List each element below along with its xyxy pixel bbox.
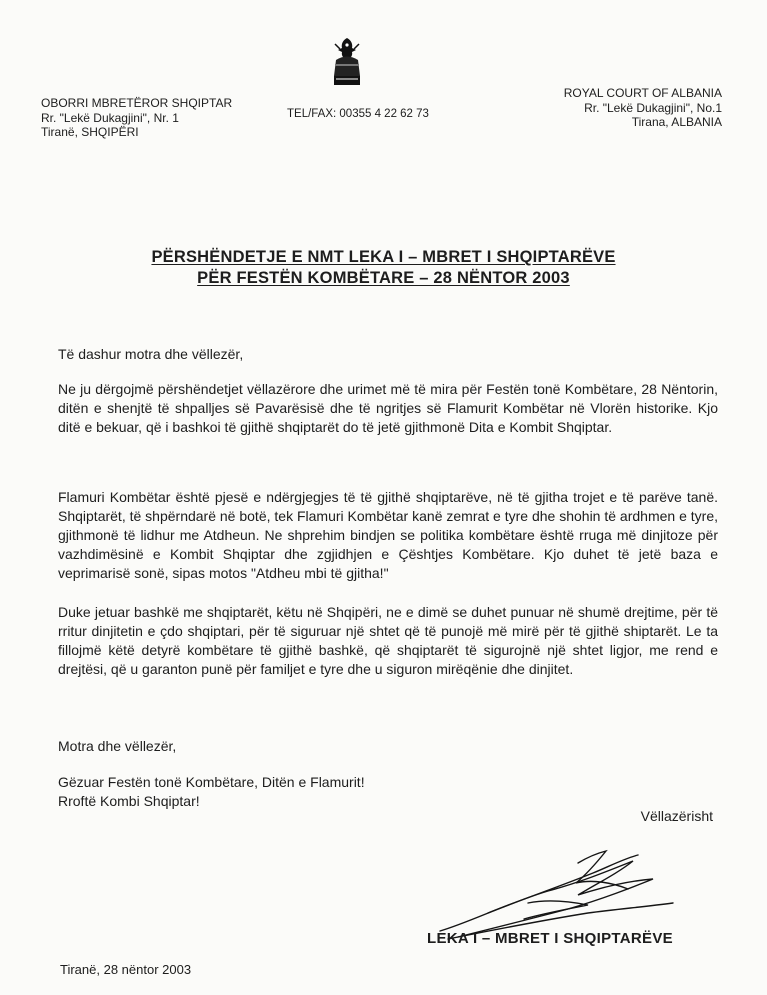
closing-cheers: [58, 773, 718, 811]
cheer-line-1: Gëzuar Festën tonë Kombëtare, Ditën e Flamurit!: [58, 774, 365, 790]
header-right-line1: ROYAL COURT OF ALBANIA: [563, 86, 722, 100]
paragraph-2: Flamuri Kombëtar është pjesë e ndërgjegjes të të gjithë shqiptarëve, në të gjitha trojet e të parëve tanë. Shqiptarët, të shpërndarë në botë, tek Flamuri Kombëtar kanë zemrat e tyre dhe shohin të ardhmen e tyre, gjithmonë të lidhur me Atdheun. Ne shprehim bindjen se politika kombëtare është rruga më dinjitoze për vazhdimësinë e Kombit Shqiptar dhe zgjidhjen e Çështjes Kombëtare. Kjo duhet të jetë baza e veprimarisë sonë, sipas motos "Atdheu mbi të gjitha!": [58, 489, 718, 581]
header-telfax: [287, 107, 429, 122]
place-and-date: Tiranë, 28 nëntor 2003: [60, 962, 192, 977]
greeting: Të dashur motra dhe vëllezër,: [58, 346, 244, 362]
title-line2: PËR FESTËN KOMBËTARE – 28 NËNTOR 2003: [197, 269, 570, 287]
paragraph-3: Duke jetuar bashkë me shqiptarët, këtu në Shqipëri, ne e dimë se duhet punuar në shumë drejtime, për të rritur dinjitetin e çdo shqiptari, për të siguruar një shtet që të punojë më mirë për të gjithë shiptarët. Le ta fillojmë këtë detyrë kombëtare të gjithë bashkë, që shqiptarët të sigurojnë një shtet ligjor, me rend e drejtësi, që u garanton punë për familjet e tyre dhe u siguron mirëqënie dhe dinjitet.: [58, 604, 718, 677]
header-right-line3: Tirana, ALBANIA: [631, 115, 722, 129]
sign-off: Vëllazërisht: [640, 808, 713, 824]
royal-crest-icon: [327, 36, 367, 88]
letter-title: [0, 247, 767, 289]
signatory-name: LEKA I – MBRET I SHQIPTARËVE: [427, 930, 673, 947]
header-right-line2: Rr. "Lekë Dukagjini", No.1: [584, 100, 722, 115]
header-left-address: [41, 96, 232, 140]
cheer-line-2: Rroftë Kombi Shqiptar!: [58, 793, 200, 809]
header-right-address: [564, 86, 722, 130]
header-left-line3: Tiranë, SHQIPËRI: [41, 125, 139, 139]
telfax-text: TEL/FAX: 00355 4 22 62 73: [287, 108, 429, 120]
title-line1: PËRSHËNDETJE E NMT LEKA I – MBRET I SHQIPTARËVE: [151, 248, 616, 266]
paragraph-1: Ne ju dërgojmë përshëndetjet vëllazërore dhe urimet më të mira për Festën tonë Kombëtare, 28 Nëntorin, ditën e shenjtë të shpalljes së Pavarësisë dhe të ngritjes së Flamurit Kombëtar në Vlorën historike. Kjo ditë e bekuar, që i bashkoi të gjithë shqiptarët do të jetë gjithmonë Dita e Kombit Shqiptar.: [58, 381, 718, 435]
header-left-line2: Rr. "Lekë Dukagjini", Nr. 1: [41, 110, 179, 125]
closing-salutation: Motra dhe vëllezër,: [58, 738, 177, 754]
header-left-line1: OBORRI MBRETËROR SHQIPTAR: [41, 96, 233, 110]
